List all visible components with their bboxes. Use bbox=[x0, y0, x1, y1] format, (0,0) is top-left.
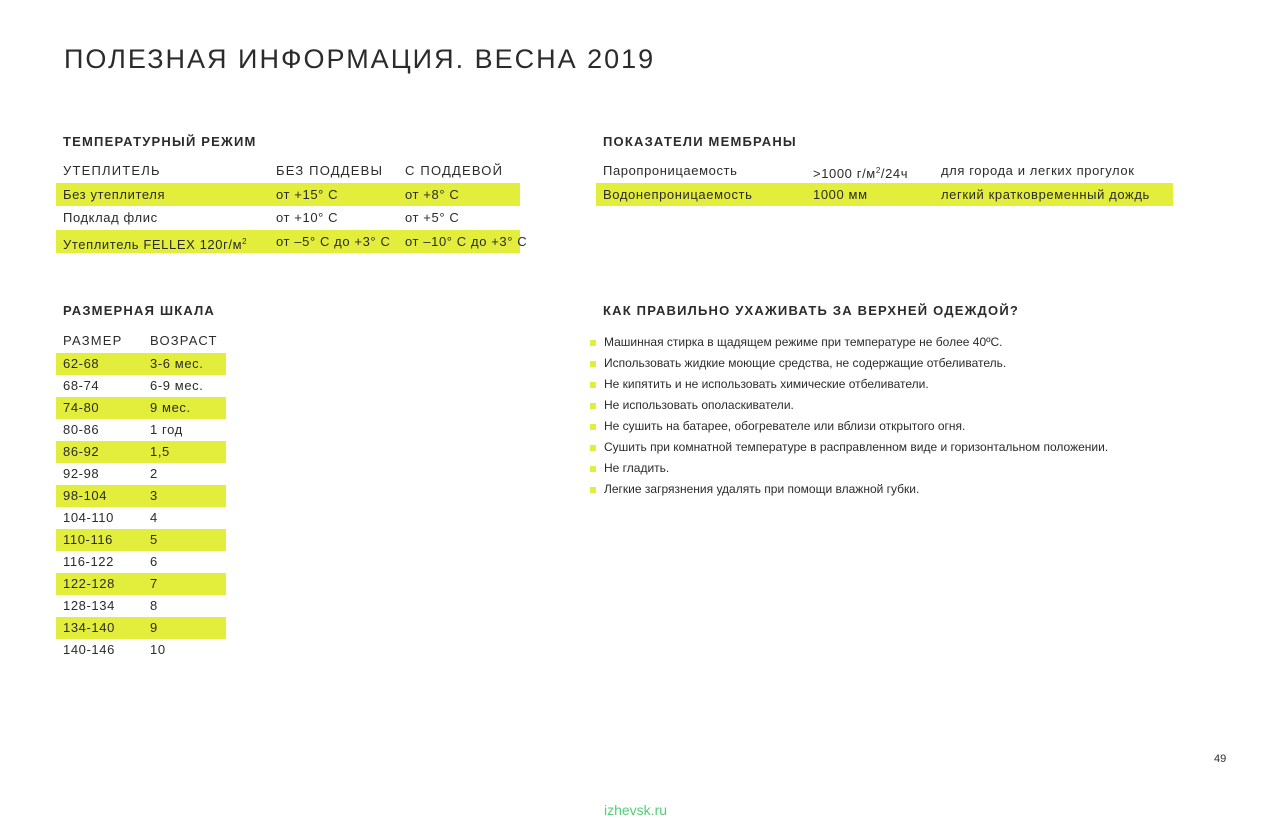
age-value: 1 год bbox=[150, 421, 183, 437]
membrane-value-tail: /24ч bbox=[880, 166, 909, 181]
page-number: 49 bbox=[1214, 753, 1227, 765]
size-value: 80-86 bbox=[63, 421, 100, 437]
care-item-text: Сушить при комнатной температуре в расправленном виде и горизонтальном положении. bbox=[604, 440, 1109, 454]
size-row bbox=[56, 617, 226, 639]
temperature-row bbox=[56, 230, 528, 254]
size-value: 104-110 bbox=[63, 509, 114, 525]
size-row bbox=[56, 419, 226, 441]
care-list-item bbox=[590, 479, 1150, 500]
bullet-icon bbox=[590, 487, 596, 493]
care-item-text: Использовать жидкие моющие средства, не содержащие отбеливатель. bbox=[604, 356, 1007, 370]
care-list-item bbox=[590, 395, 1150, 416]
size-header-age: ВОЗРАСТ bbox=[150, 333, 218, 348]
age-value: 5 bbox=[150, 531, 158, 547]
membrane-value-text: 1000 мм bbox=[813, 186, 868, 202]
size-row bbox=[56, 551, 226, 573]
size-value: 74-80 bbox=[63, 399, 100, 415]
bullet-icon bbox=[590, 445, 596, 451]
size-value: 116-122 bbox=[63, 553, 114, 569]
sizes-heading: РАЗМЕРНАЯ ШКАЛА bbox=[63, 303, 216, 318]
temperature-header-with: С ПОДДЕВОЙ bbox=[405, 163, 504, 178]
age-value: 6-9 мес. bbox=[150, 377, 204, 393]
size-header-row bbox=[56, 329, 226, 353]
care-list-item bbox=[590, 353, 1150, 374]
age-value: 1,5 bbox=[150, 443, 170, 459]
temperature-with: от +8° С bbox=[405, 186, 460, 202]
size-value: 68-74 bbox=[63, 377, 100, 393]
age-value: 2 bbox=[150, 465, 158, 481]
bullet-icon bbox=[590, 424, 596, 430]
membrane-use: для города и легких прогулок bbox=[941, 163, 1135, 178]
size-row bbox=[56, 529, 226, 551]
bullet-icon bbox=[590, 340, 596, 346]
size-header-size: РАЗМЕР bbox=[63, 333, 123, 348]
care-item-text: Машинная стирка в щадящем режиме при температуре не более 40ºС. bbox=[604, 335, 1003, 349]
bullet-icon bbox=[590, 382, 596, 388]
temperature-header-insulation: УТЕПЛИТЕЛЬ bbox=[63, 163, 161, 178]
age-value: 9 bbox=[150, 619, 158, 635]
temperature-insulation-text: Утеплитель FELLEX 120г/м bbox=[63, 236, 243, 252]
temperature-with: от +5° С bbox=[405, 210, 460, 225]
temperature-insulation-sup: 2 bbox=[242, 236, 248, 246]
care-list-item bbox=[590, 416, 1150, 437]
care-list-item bbox=[590, 437, 1150, 458]
care-item-text: Не гладить. bbox=[604, 461, 670, 475]
care-item-text: Не сушить на батарее, обогревателе или вблизи открытого огня. bbox=[604, 419, 966, 433]
temperature-with: от –10° С до +3° С bbox=[405, 233, 528, 249]
temperature-without: от +10° С bbox=[276, 210, 339, 225]
care-list-item bbox=[590, 458, 1150, 479]
size-row bbox=[56, 463, 226, 485]
size-value: 62-68 bbox=[63, 355, 100, 371]
age-value: 8 bbox=[150, 597, 158, 613]
size-row bbox=[56, 573, 226, 595]
bullet-icon bbox=[590, 361, 596, 367]
care-item-text: Легкие загрязнения удалять при помощи влажной губки. bbox=[604, 482, 920, 496]
size-value: 134-140 bbox=[63, 619, 115, 635]
temperature-header-without: БЕЗ ПОДДЕВЫ bbox=[276, 163, 384, 178]
temperature-insulation: Подклад флис bbox=[63, 210, 158, 225]
temperature-header-row bbox=[56, 159, 520, 183]
size-row bbox=[56, 375, 226, 397]
size-row bbox=[56, 507, 226, 529]
age-value: 3 bbox=[150, 487, 158, 503]
temperature-row bbox=[56, 206, 520, 230]
membrane-row bbox=[596, 183, 1173, 207]
size-value: 122-128 bbox=[63, 575, 115, 591]
age-value: 6 bbox=[150, 553, 158, 569]
care-list bbox=[590, 332, 1150, 500]
bullet-icon bbox=[590, 403, 596, 409]
temperature-without: от +15° С bbox=[276, 186, 339, 202]
size-row bbox=[56, 639, 226, 661]
size-value: 140-146 bbox=[63, 641, 115, 657]
care-heading: КАК ПРАВИЛЬНО УХАЖИВАТЬ ЗА ВЕРХНЕЙ ОДЕЖДОЙ? bbox=[603, 303, 1019, 318]
temperature-insulation bbox=[63, 230, 247, 257]
temperature-table bbox=[56, 159, 528, 253]
size-table bbox=[56, 329, 226, 661]
membrane-heading: ПОКАЗАТЕЛИ МЕМБРАНЫ bbox=[603, 134, 797, 149]
size-value: 86-92 bbox=[63, 443, 100, 459]
page-title: ПОЛЕЗНАЯ ИНФОРМАЦИЯ. ВЕСНА 2019 bbox=[64, 44, 656, 74]
membrane-name: Паропроницаемость bbox=[603, 163, 738, 178]
bullet-icon bbox=[590, 466, 596, 472]
age-value: 10 bbox=[150, 641, 166, 657]
care-item-text: Не кипятить и не использовать химические отбеливатели. bbox=[604, 377, 929, 391]
membrane-row bbox=[596, 159, 1173, 183]
size-value: 98-104 bbox=[63, 487, 108, 503]
membrane-table bbox=[596, 159, 1173, 206]
watermark: izhevsk.ru bbox=[604, 802, 668, 818]
membrane-value bbox=[813, 183, 868, 207]
care-item-text: Не использовать ополаскиватели. bbox=[604, 398, 794, 412]
care-list-item bbox=[590, 374, 1150, 395]
membrane-value-sup: 2 bbox=[875, 166, 881, 175]
size-row bbox=[56, 353, 226, 375]
membrane-use: легкий кратковременный дождь bbox=[941, 186, 1150, 202]
size-value: 128-134 bbox=[63, 597, 115, 613]
age-value: 3-6 мес. bbox=[150, 355, 204, 371]
size-row bbox=[56, 485, 226, 507]
size-row bbox=[56, 397, 226, 419]
temperature-row bbox=[56, 183, 520, 207]
temperature-insulation: Без утеплителя bbox=[63, 186, 166, 202]
temperature-without: от –5° С до +3° С bbox=[276, 233, 391, 249]
age-value: 4 bbox=[150, 509, 158, 525]
size-value: 110-116 bbox=[63, 531, 113, 547]
size-row bbox=[56, 441, 226, 463]
care-list-item bbox=[590, 332, 1150, 353]
size-value: 92-98 bbox=[63, 465, 100, 481]
temperature-heading: ТЕМПЕРАТУРНЫЙ РЕЖИМ bbox=[63, 134, 257, 149]
membrane-name: Водонепроницаемость bbox=[603, 186, 753, 202]
size-row bbox=[56, 595, 226, 617]
age-value: 7 bbox=[150, 575, 158, 591]
membrane-value-text: >1000 г/м bbox=[813, 166, 876, 181]
age-value: 9 мес. bbox=[150, 399, 191, 415]
